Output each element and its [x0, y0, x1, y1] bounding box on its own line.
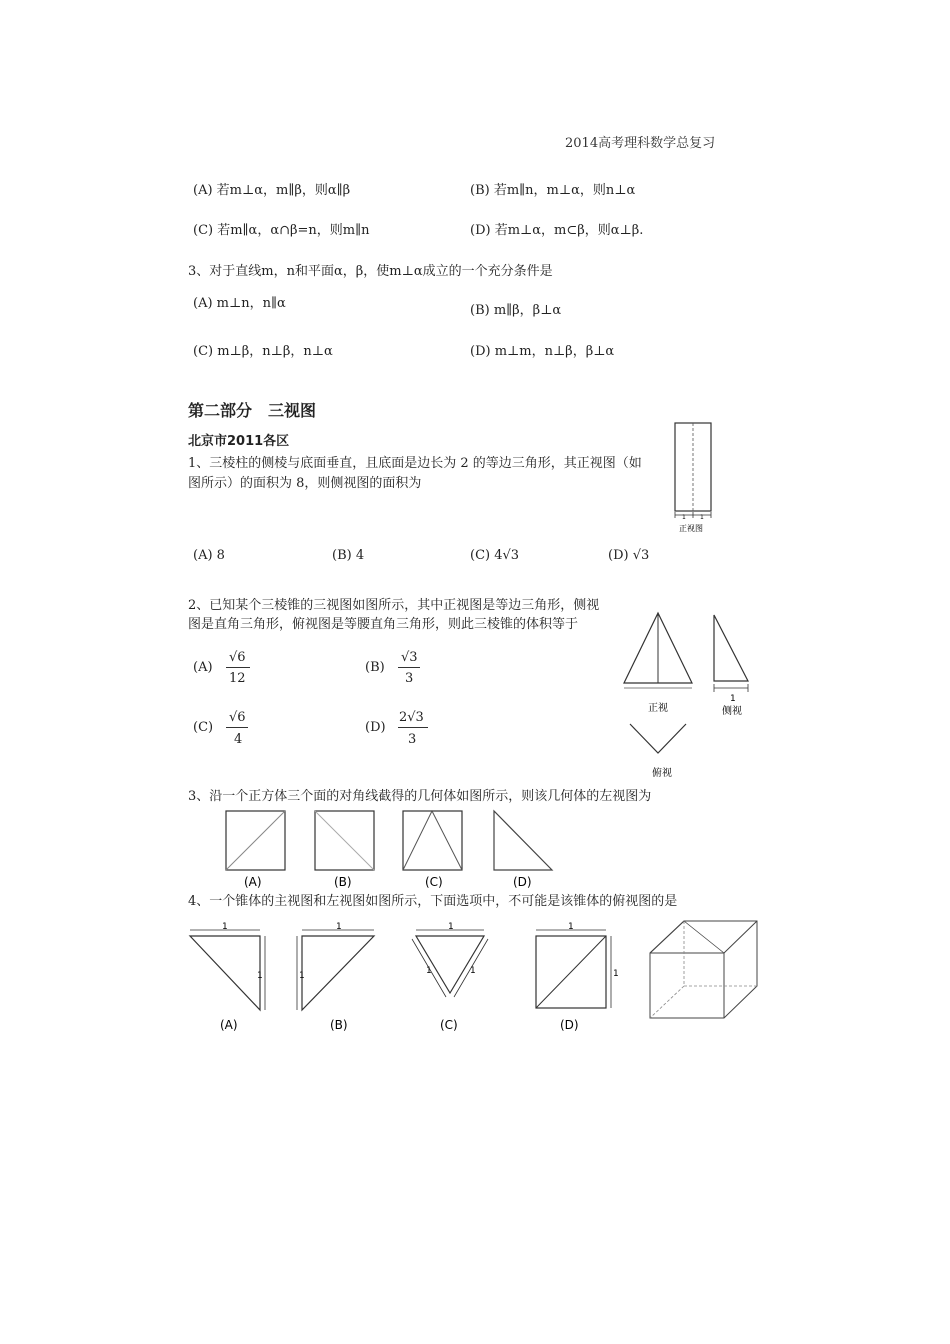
prev-option-d: (D) 若m⊥α，m⊂β，则α⊥β.	[470, 223, 644, 238]
q3-prev-option-b: (B) m∥β，β⊥α	[470, 303, 562, 318]
q4d-dim-top: 1	[568, 922, 574, 932]
q2-option-c-fraction-bar	[226, 727, 248, 728]
q1-stem-line1: 1、三棱柱的侧棱与底面垂直，且底面是边长为 2 的等边三角形，其正视图（如	[188, 456, 642, 471]
q1-stem-line2: 图所示）的面积为 8，则侧视图的面积为	[188, 476, 422, 491]
subsection-title: 北京市2011各区	[188, 434, 290, 449]
q2-fig-front-label: 正视	[648, 703, 668, 714]
q2-stem-line1: 2、已知某个三棱锥的三视图如图所示，其中正视图是等边三角形，侧视	[188, 598, 600, 613]
q1-fig-dim-right: 1	[700, 514, 704, 521]
q4-label-b: (B)	[330, 1018, 348, 1032]
section-title: 第二部分 三视图	[188, 401, 317, 420]
q3-prev-option-a: (A) m⊥n，n∥α	[193, 296, 286, 311]
q2-option-b-label: (B)	[365, 660, 385, 675]
q2-option-d-num: 2√3	[399, 710, 424, 725]
q4-stem: 4、一个锥体的主视图和左视图如图所示，下面选项中，不可能是该锥体的俯视图的是	[188, 894, 678, 909]
q2-option-a-fraction-bar	[226, 667, 250, 668]
q1-front-view-figure	[670, 418, 720, 538]
q4c-dim-right: 1	[470, 966, 476, 976]
q2-option-d-label: (D)	[365, 720, 386, 735]
q3-label-d: (D)	[513, 875, 532, 889]
q3-label-a: (A)	[244, 875, 262, 889]
q4c-dim-left: 1	[426, 966, 432, 976]
q2-option-c-label: (C)	[193, 720, 214, 735]
q4b-dim-side: 1	[299, 971, 305, 981]
q4a-dim-side: 1	[257, 971, 263, 981]
q2-fig-dim: 1	[730, 694, 736, 704]
q4-options-figure	[184, 918, 774, 1036]
q2-fig-side-label: 侧视	[722, 706, 742, 717]
q2-option-a-label: (A)	[193, 660, 213, 675]
q3-prev-option-d: (D) m⊥m，n⊥β，β⊥α	[470, 344, 615, 359]
q3-prev-option-c: (C) m⊥β，n⊥β，n⊥α	[193, 344, 333, 359]
q4d-dim-side: 1	[613, 969, 619, 979]
q4-label-a: (A)	[220, 1018, 238, 1032]
q2-option-c-den: 4	[234, 732, 243, 747]
q4c-dim-top: 1	[448, 922, 454, 932]
q4b-dim-top: 1	[336, 922, 342, 932]
q3-options-figure	[220, 808, 565, 892]
q2-stem-line2: 图是直角三角形，俯视图是等腰直角三角形，则此三棱锥的体积等于	[188, 617, 579, 632]
q1-fig-dim-left: 1	[682, 514, 686, 521]
prev-option-c: (C) 若m∥α，α∩β=n，则m∥n	[193, 223, 370, 238]
prev-option-a: (A) 若m⊥α，m∥β，则α∥β	[193, 183, 351, 198]
q4a-dim-top: 1	[222, 922, 228, 932]
q2-three-views-figure	[620, 608, 770, 784]
q2-option-b-num: √3	[401, 650, 418, 665]
q4-label-c: (C)	[440, 1018, 458, 1032]
prev-option-b: (B) 若m∥n，m⊥α，则n⊥α	[470, 183, 636, 198]
q2-option-a-den: 12	[229, 671, 246, 686]
q1-option-b: (B) 4	[332, 548, 365, 563]
q3-prev-stem: 3、对于直线m，n和平面α，β，使m⊥α成立的一个充分条件是	[188, 264, 553, 279]
q2-option-c-num: √6	[229, 710, 246, 725]
q2-option-b-den: 3	[405, 671, 414, 686]
q2-option-d-fraction-bar	[398, 727, 428, 728]
q2-option-a-num: √6	[229, 650, 246, 665]
q1-fig-caption: 正视图	[679, 524, 703, 533]
q4-label-d: (D)	[560, 1018, 579, 1032]
q2-option-b-fraction-bar	[398, 667, 420, 668]
q1-option-c: (C) 4√3	[470, 548, 520, 563]
q3-label-b: (B)	[334, 875, 352, 889]
q3-label-c: (C)	[425, 875, 443, 889]
q2-option-d-den: 3	[408, 732, 417, 747]
q1-option-d: (D) √3	[608, 548, 650, 563]
q2-fig-top-label: 俯视	[652, 768, 672, 779]
q1-option-a: (A) 8	[193, 548, 225, 563]
page-header: 2014高考理科数学总复习	[565, 136, 716, 151]
q3-stem: 3、沿一个正方体三个面的对角线截得的几何体如图所示，则该几何体的左视图为	[188, 789, 652, 804]
